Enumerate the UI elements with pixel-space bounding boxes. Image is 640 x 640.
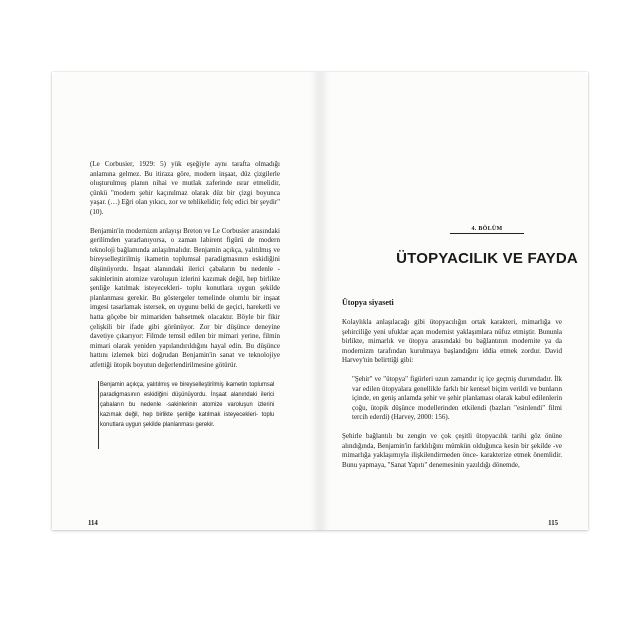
paragraph: Şehirle bağlantılı bu zengin ve çok çeşitli ütopyacılık tarihi göz önüne alındığında, Benjamin'in farklılığını mümkün olduğunca kesin bir şekilde -ve mimarlığa yaklaşımıyla ilişkilendirmeden önce- karakterize etmek önemlidir. Bunu yapmaya, "Sanat Yapıtı" denemesinin yazıldığı dönemde, bbox=[342, 431, 562, 469]
left-body-text bbox=[90, 160, 280, 370]
paragraph: (Le Corbusier, 1929: 5) yük eşeğiyle aynı tarafta olmadığı anlamına gelmez. Bu itiraza göre, modern inşaat, düz çizgilerle oluşturulmuş planın nihai ve mutlak zaferinde ısrar etmelidir, çünkü "modern şehir kaçınılmaz olarak düz bir çizgi boyunca yaşar. (…) Eğri olan yıkıcı, zor ve tehlikelidir; felç edici bir şeydir" (10). bbox=[90, 160, 280, 216]
right-body-text bbox=[342, 318, 562, 470]
pull-quote-bar bbox=[98, 381, 99, 449]
paragraph: Kolaylıkla anlaşılacağı gibi ütopyacılığın ortak karakteri, mimarlığa ve şehirciliğe yeni ufuklar açan modernist yaklaşımlara nüfuz etmiştir. Bununla birlikte, mimarlık ve ütopya arasındaki bu bağlantının modernite ya da modernizm tarafından kurulmaya başlandığını iddia etmek zordur. David Harvey'nin belirttiği gibi: bbox=[342, 318, 562, 365]
gutter-shadow bbox=[320, 72, 330, 530]
right-page bbox=[320, 72, 588, 530]
paragraph: Benjamin'in modernizm anlayışı Breton ve Le Corbusier arasındaki gerilimden yararlanıyorsa, o zaman labirent figürü de modern teknoloji bağlamında anlaşılmalıdır. Benjamin açıkça, yalıtılmış ve bireyselleştirilmiş ikametin toplumsal paradigmasının eskidiğini düşünüyordu. İnşaat alanındaki ilerici çabaların bu nedenle -sakinlerinin atomize varoluşun izlerini kazımak değil, hep birlikte şenliğe katılmak isteyecekleri- toplu konutlara uygun şekilde planlanması gerekir. Bu göstergeler temelinde olumlu bir inşaat imgesi tasarlamak istersek, en uygunu belki de geçici, hareketli ve hatta göçebe bir mimariden bahsetmek olacaktır. Böyle bir fikir çelişkili bir ifade gibi görünüyor. Zor bir düşünce deneyine davetiye çıkarıyor: Filmde temsil edilen bir mimari yerine, filmin mimari olarak yeniden yapılandırıldığını hayal edin. Bu düşünce hattını izlemek bizi doğrudan Benjamin'in sanat ve teknolojiye atfettiği ütopik boyutun değerlendirilmesine götürür. bbox=[90, 226, 280, 369]
chapter-label: 4. BÖLÜM bbox=[450, 226, 524, 234]
gutter-shadow bbox=[310, 72, 320, 530]
page-number: 114 bbox=[88, 520, 98, 527]
section-heading: Ütopya siyaseti bbox=[342, 298, 394, 307]
pull-quote: Benjamin açıkça, yalıtılmış ve bireyselleştirilmiş ikametin toplumsal paradigmasının eskidiğini düşünüyordu. İnşaat alanındaki ilerici çabaların bu nedenle -sakinlerinin atomize varoluşun izlerini kazımak değil, hep birlikte şenliğe katılmak isteyecekleri- toplu konutlara uygun şekilde planlanması gerekir. bbox=[100, 381, 275, 428]
block-quote: "Şehir" ve "ütopya" figürleri uzun zamandır iç içe geçmiş durumdadır. İlk var edilen ütopyalara genellikle farklı bir kentsel biçim verildi ve bunların içinde, en geniş anlamda şehir ve şehir planlaması olarak kabul edilenlerin çoğu, ütopik düşünce modellerinden etkilendi (bazları "esinlendi" filmi tercih ederdi) (Harvey, 2000: 156). bbox=[352, 374, 562, 422]
left-page bbox=[52, 72, 320, 530]
page-number: 115 bbox=[548, 520, 558, 527]
chapter-title: ÜTOPYACILIK VE FAYDA bbox=[396, 250, 578, 267]
book-spread bbox=[52, 72, 588, 530]
